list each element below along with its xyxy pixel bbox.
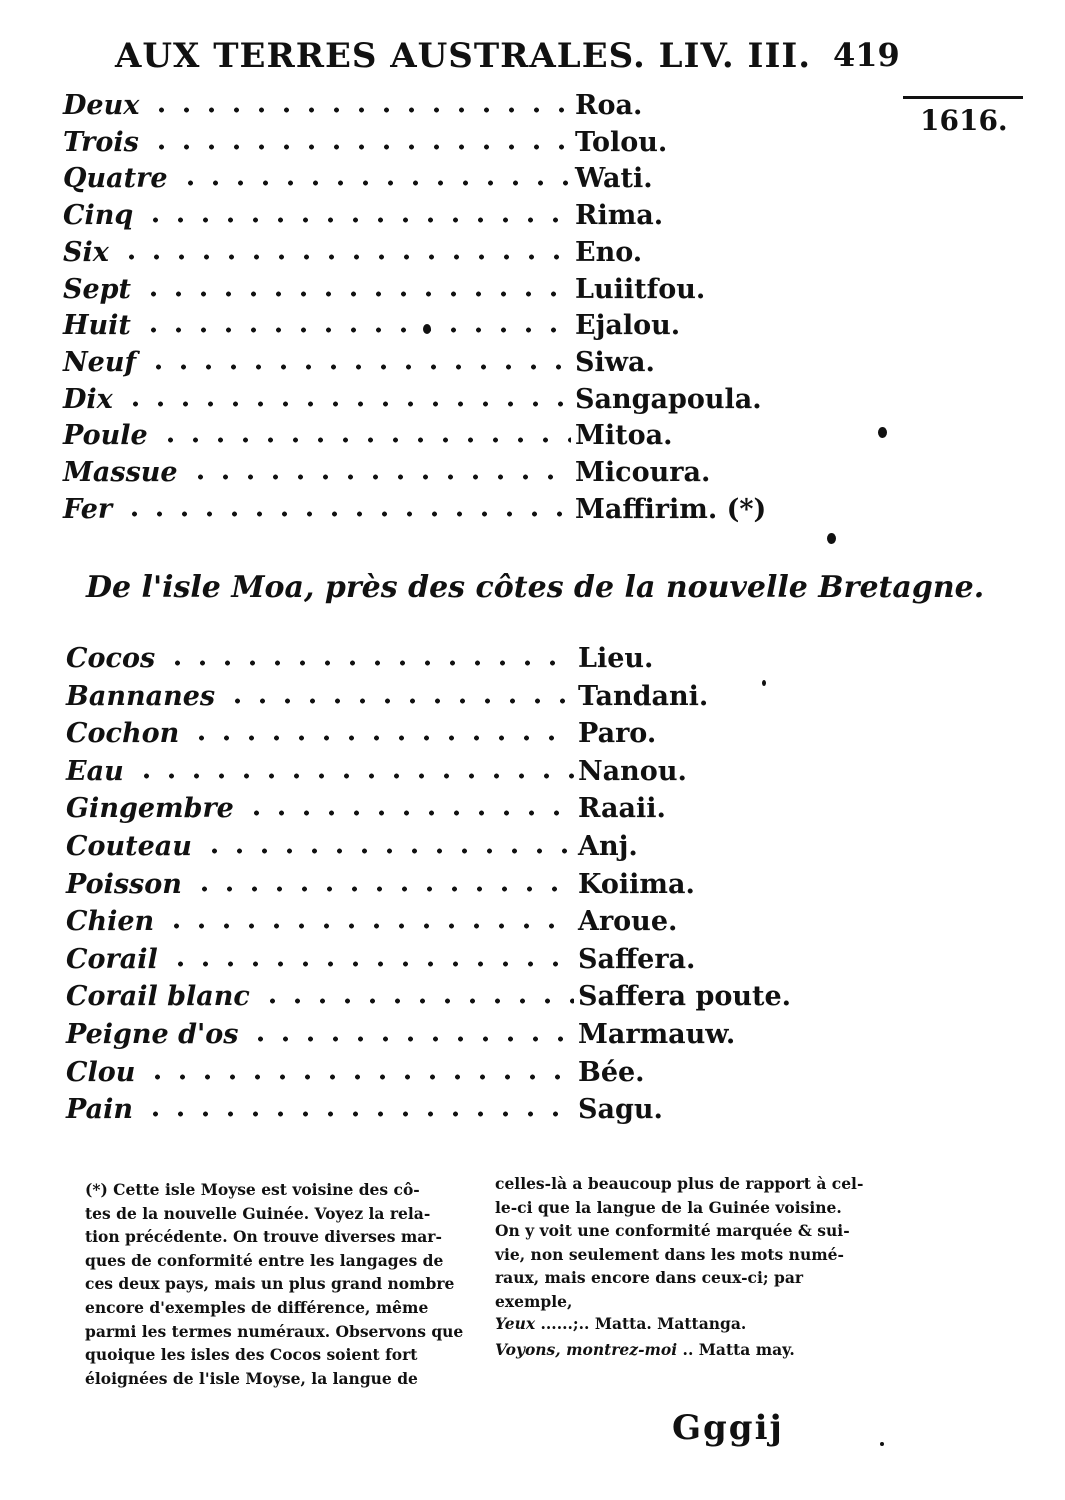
footnote-line: encore d'exemples de différence, même bbox=[85, 1297, 429, 1317]
ink-speck bbox=[827, 533, 836, 544]
vocab-translation: Tolou. bbox=[575, 126, 668, 158]
footnote-line: parmi les termes numéraux. Observons que bbox=[85, 1321, 464, 1341]
leader-dots bbox=[143, 1111, 574, 1117]
vocab-term: Neuf bbox=[63, 346, 137, 378]
vocab-translation: Ejalou. bbox=[575, 310, 681, 342]
leader-dots bbox=[189, 735, 574, 741]
leader-dots bbox=[122, 511, 571, 517]
leader-dots bbox=[141, 291, 571, 297]
vocab-term: Bannanes bbox=[66, 680, 216, 712]
vocab-translation: Lieu. bbox=[578, 643, 654, 674]
vocab-translation: Rima. bbox=[575, 200, 664, 232]
leader-dots bbox=[149, 107, 571, 113]
vocab-row bbox=[66, 643, 766, 681]
vocab-translation: Anj. bbox=[578, 831, 638, 862]
vocab-row bbox=[63, 237, 763, 275]
vocab-translation: Luiitfou. bbox=[575, 273, 706, 305]
footnote-example bbox=[495, 1340, 895, 1366]
vocab-translation: Sagu. bbox=[578, 1094, 663, 1126]
vocab-row bbox=[66, 944, 766, 982]
vocab-row bbox=[63, 127, 763, 165]
vocab-translation: Paro. bbox=[578, 718, 657, 750]
vocab-translation: Saffera poute. bbox=[578, 981, 792, 1013]
vocab-row bbox=[66, 756, 766, 794]
vocab-row bbox=[66, 793, 766, 831]
vocab-row bbox=[63, 310, 763, 348]
vocab-term: Eau bbox=[66, 755, 124, 787]
footnote-line: tion précédente. On trouve diverses mar- bbox=[85, 1227, 442, 1247]
ink-speck bbox=[762, 680, 766, 686]
vocab-term: Quatre bbox=[63, 163, 168, 195]
vocab-row bbox=[66, 906, 766, 944]
vocab-translation: Marmauw. bbox=[578, 1019, 736, 1050]
footnote-line: quoique les isles des Cocos soient fort bbox=[85, 1345, 418, 1365]
leader-dots bbox=[123, 401, 571, 407]
footnote-line: On y voit une conformité marquée & sui- bbox=[495, 1221, 850, 1241]
vocab-translation: Raaii. bbox=[578, 793, 666, 825]
vocab-translation: Koiima. bbox=[578, 868, 695, 900]
vocab-row bbox=[66, 1094, 766, 1132]
vocab-term: Pain bbox=[66, 1094, 133, 1126]
signature-mark: Gggij bbox=[672, 1408, 784, 1448]
vocab-translation: Roa. bbox=[575, 90, 643, 121]
vocab-term: Chien bbox=[66, 906, 155, 938]
leader-dots bbox=[165, 660, 574, 666]
leader-dots bbox=[248, 1036, 574, 1042]
vocab-term: Couteau bbox=[66, 831, 192, 862]
vocab-term: Cinq bbox=[63, 200, 134, 232]
vocab-row bbox=[66, 1057, 766, 1095]
vocab-term: Deux bbox=[63, 90, 140, 121]
vocab-term: Cocos bbox=[66, 643, 156, 674]
vocab-translation: Wati. bbox=[575, 163, 653, 195]
example-translation: Matta may. bbox=[698, 1339, 795, 1359]
example-translation: Matta. Mattanga. bbox=[594, 1313, 747, 1333]
vocab-term: Poule bbox=[63, 420, 148, 452]
footnote-column-left bbox=[85, 1178, 475, 1390]
example-dots: ......;.. bbox=[540, 1313, 590, 1333]
vocab-row bbox=[66, 681, 766, 719]
vocab-term: Fer bbox=[63, 493, 113, 525]
footnote-line: éloignées de l'isle Moyse, la langue de bbox=[85, 1368, 418, 1388]
vocab-translation: Mitoa. bbox=[575, 420, 673, 452]
vocab-term: Cochon bbox=[66, 718, 180, 750]
leader-dots bbox=[149, 144, 571, 150]
footnote-line: vie, non seulement dans les mots numé- bbox=[495, 1244, 844, 1264]
vocab-term: Clou bbox=[66, 1056, 136, 1088]
footnote-line: le-ci que la langue de la Guinée voisine. bbox=[495, 1197, 842, 1217]
vocab-translation: Maffirim. (*) bbox=[575, 493, 767, 525]
example-dots: .. bbox=[682, 1339, 694, 1359]
vocab-row bbox=[66, 831, 766, 869]
vocab-row bbox=[63, 200, 763, 238]
footnote-line: exemple, bbox=[495, 1291, 573, 1311]
vocab-row bbox=[66, 869, 766, 907]
vocab-row bbox=[63, 493, 767, 532]
margin-rule bbox=[903, 96, 1023, 99]
vocab-row bbox=[63, 347, 763, 385]
vocab-row bbox=[63, 457, 763, 495]
leader-dots bbox=[178, 180, 571, 186]
page-number: 419 bbox=[833, 36, 900, 74]
ink-speck bbox=[880, 1442, 884, 1446]
vocab-translation: Eno. bbox=[575, 236, 643, 268]
vocab-term: Six bbox=[63, 236, 109, 268]
footnote-line: tes de la nouvelle Guinée. Voyez la rela- bbox=[85, 1203, 431, 1223]
vocab-term: Corail bbox=[66, 943, 158, 975]
leader-dots bbox=[146, 364, 571, 370]
leader-dots bbox=[145, 1074, 574, 1080]
leader-dots bbox=[158, 437, 571, 443]
footnote-line: ces deux pays, mais un plus grand nombre bbox=[85, 1274, 455, 1294]
leader-dots bbox=[244, 810, 574, 816]
vocab-term: Peigne d'os bbox=[66, 1019, 239, 1050]
vocab-term: Dix bbox=[63, 383, 113, 415]
vocab-translation: Nanou. bbox=[578, 755, 687, 787]
running-header bbox=[115, 36, 905, 84]
vocab-term: Corail blanc bbox=[66, 981, 250, 1013]
leader-dots bbox=[141, 327, 571, 333]
margin-year: 1616. bbox=[920, 104, 1008, 137]
leader-dots bbox=[164, 923, 574, 929]
leader-dots bbox=[202, 848, 574, 854]
vocab-translation: Saffera. bbox=[578, 943, 696, 975]
example-term: Voyons, montrez-moi bbox=[495, 1339, 678, 1359]
vocab-term: Poisson bbox=[66, 868, 182, 900]
vocab-translation: Sangapoula. bbox=[575, 383, 762, 415]
leader-dots bbox=[143, 217, 571, 223]
vocab-translation: Bée. bbox=[578, 1056, 645, 1088]
leader-dots bbox=[168, 961, 574, 967]
footnote-example bbox=[495, 1314, 895, 1340]
vocab-term: Huit bbox=[63, 310, 131, 342]
ink-speck bbox=[423, 324, 431, 334]
vocab-row bbox=[63, 163, 763, 201]
leader-dots bbox=[188, 474, 571, 480]
vocab-row bbox=[63, 384, 763, 422]
leader-dots bbox=[134, 773, 574, 779]
vocab-term: Sept bbox=[63, 273, 132, 305]
vocab-row bbox=[66, 718, 766, 756]
section-heading: De l'isle Moa, près des côtes de la nouvelle Bretagne. bbox=[86, 570, 985, 605]
vocab-term: Massue bbox=[63, 457, 178, 488]
vocab-translation: Siwa. bbox=[575, 346, 655, 378]
footnote-line: celles-là a beaucoup plus de rapport à cel- bbox=[495, 1174, 864, 1193]
vocab-translation: Aroue. bbox=[578, 906, 678, 938]
vocab-row bbox=[63, 274, 763, 312]
footnote-column-right bbox=[495, 1172, 895, 1366]
vocab-row bbox=[63, 420, 763, 458]
vocab-term: Trois bbox=[63, 126, 139, 158]
vocab-translation: Micoura. bbox=[575, 457, 711, 488]
footnote-line: (*) Cette isle Moyse est voisine des cô- bbox=[85, 1180, 420, 1199]
footnote-line: ques de conformité entre les langages de bbox=[85, 1250, 444, 1270]
ink-speck bbox=[878, 427, 887, 438]
vocab-row bbox=[66, 1019, 766, 1057]
leader-dots bbox=[192, 886, 574, 892]
vocab-row bbox=[63, 90, 763, 128]
header-title: AUX TERRES AUSTRALES. LIV. III. bbox=[115, 36, 812, 76]
leader-dots bbox=[225, 698, 574, 704]
example-term: Yeux bbox=[495, 1313, 536, 1333]
vocab-translation: Tandani. bbox=[578, 680, 709, 712]
vocab-term: Gingembre bbox=[66, 793, 234, 825]
footnote-line: raux, mais encore dans ceux-ci; par bbox=[495, 1268, 804, 1288]
leader-dots bbox=[119, 254, 571, 260]
leader-dots bbox=[260, 998, 574, 1004]
vocab-row bbox=[66, 981, 792, 1019]
